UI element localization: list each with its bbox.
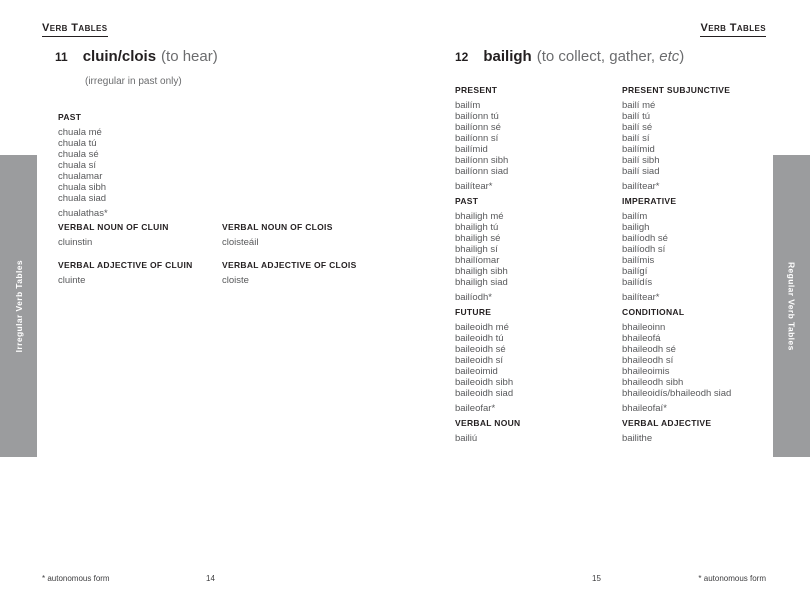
verb-form: baileoidh sibh <box>455 377 514 388</box>
verb-form: bhailigh tú <box>455 222 499 233</box>
verb-form: bailímid <box>455 144 488 155</box>
verb-form: chuala sí <box>58 160 97 171</box>
verb-form: chuala sibh <box>58 182 107 193</box>
verb-form: bhaileodh sibh <box>622 377 684 388</box>
verb-form: bailímis <box>622 255 655 266</box>
section-title: VERBAL NOUN OF CLOIS <box>222 222 333 232</box>
section-past <box>455 196 620 303</box>
verb-gloss-suffix: ) <box>679 48 685 65</box>
verb-form: bailídís <box>622 277 653 288</box>
section-title: VERBAL NOUN OF CLUIN <box>58 222 169 232</box>
verb-form: cluinte <box>58 275 86 286</box>
autonomous-form: bailítear* <box>455 181 493 192</box>
verb-form-list <box>622 100 787 177</box>
verb-heading-right <box>455 48 684 66</box>
verb-form: bailíonn siad <box>455 166 509 177</box>
verb-name: cluin/clois <box>82 48 157 65</box>
verb-form: bailíodh sí <box>622 244 666 255</box>
section-past-left <box>58 112 223 219</box>
section-title: FUTURE <box>455 307 492 317</box>
autonomous-form: bailíodh* <box>455 292 492 303</box>
section-title: PAST <box>58 112 82 122</box>
verb-form: chuala siad <box>58 193 107 204</box>
autonomous-form: chualathas* <box>58 208 108 219</box>
verb-form: bhaileoidís/bhaileodh siad <box>622 388 732 399</box>
verb-form: bhailigh sibh <box>455 266 508 277</box>
verb-form: chualamar <box>58 171 103 182</box>
verb-form-list <box>622 322 787 399</box>
section-title: PRESENT <box>455 85 498 95</box>
verb-gloss <box>537 48 685 65</box>
page-number-left: 14 <box>206 574 215 583</box>
verb-number: 12 <box>455 50 469 64</box>
verb-form: bailí siad <box>622 166 660 177</box>
verb-form: bailíonn sé <box>455 122 501 133</box>
verb-form: bhailigh siad <box>455 277 508 288</box>
section-present-subjunctive <box>622 85 787 192</box>
section-title: IMPERATIVE <box>622 196 677 206</box>
verb-form: bhailigh sí <box>455 244 498 255</box>
irregularity-note: (irregular in past only) <box>85 76 182 87</box>
autonomous-footnote-right: * autonomous form <box>698 574 766 583</box>
verb-form: bailí mé <box>622 100 656 111</box>
section-present <box>455 85 620 192</box>
verb-heading-left <box>55 48 218 66</box>
verb-form: bailiú <box>455 433 478 444</box>
section-verbal-noun-clois <box>222 222 387 248</box>
verb-form: bailí sí <box>622 133 650 144</box>
verb-form: bailím <box>622 211 648 222</box>
verb-form-list <box>455 100 620 177</box>
verb-gloss-etc: etc <box>659 48 680 65</box>
section-title: VERBAL ADJECTIVE <box>622 418 712 428</box>
verb-form: bhaileodh sí <box>622 355 674 366</box>
verb-form: cloisteáil <box>222 237 259 248</box>
running-head-right: Verb Tables <box>700 22 766 37</box>
section-future <box>455 307 620 414</box>
section-title: VERBAL ADJECTIVE OF CLUIN <box>58 260 193 270</box>
verb-form: bailí sé <box>622 122 653 133</box>
verb-form: bhaileodh sé <box>622 344 676 355</box>
verb-form: bhailigh mé <box>455 211 504 222</box>
section-imperative <box>622 196 787 303</box>
verb-form: chuala sé <box>58 149 99 160</box>
side-tab-left-label: Irregular Verb Tables <box>13 259 24 353</box>
verb-form-list <box>455 322 620 399</box>
verb-form-list <box>622 211 787 288</box>
section-verbal-adjective <box>622 418 787 444</box>
side-tab-irregular-verb-tables <box>0 155 37 457</box>
verb-form: bailím <box>455 100 481 111</box>
autonomous-form: bailítear* <box>622 181 660 192</box>
section-verbal-adjective-cluin <box>58 260 223 286</box>
verb-form: bailí sibh <box>622 155 660 166</box>
verb-form: baileoidh sí <box>455 355 504 366</box>
autonomous-form: bhaileofaí* <box>622 403 667 414</box>
verb-form: baileoidh sé <box>455 344 506 355</box>
side-tab-right-label: Regular Verb Tables <box>786 261 797 351</box>
verb-form-list <box>58 127 223 204</box>
section-verbal-noun <box>455 418 620 444</box>
verb-form: bailí tú <box>622 111 650 122</box>
verb-gloss: (to hear) <box>161 48 218 65</box>
section-title: CONDITIONAL <box>622 307 685 317</box>
verb-form: chuala tú <box>58 138 97 149</box>
autonomous-footnote-left: * autonomous form <box>42 574 110 583</box>
verb-form: bailíonn sí <box>455 133 499 144</box>
verb-form: bailigh <box>622 222 650 233</box>
verb-form: baileoimid <box>455 366 498 377</box>
autonomous-form: baileofar* <box>455 403 496 414</box>
verb-form: bailímid <box>622 144 655 155</box>
verb-form: bailíonn sibh <box>455 155 509 166</box>
section-title: PAST <box>455 196 479 206</box>
section-conditional <box>622 307 787 414</box>
verb-gloss-prefix: (to collect, gather, <box>536 48 660 65</box>
verb-form: bhailigh sé <box>455 233 501 244</box>
verb-form: bailithe <box>622 433 653 444</box>
autonomous-form: bailítear* <box>622 292 660 303</box>
verb-form: baileoidh tú <box>455 333 504 344</box>
section-title: PRESENT SUBJUNCTIVE <box>622 85 731 95</box>
verb-form-list <box>455 211 620 288</box>
verb-form: baileoidh mé <box>455 322 509 333</box>
verb-form: cluinstin <box>58 237 93 248</box>
verb-form: bailígí <box>622 266 648 277</box>
verb-form: bailíonn tú <box>455 111 499 122</box>
running-head-left: Verb Tables <box>42 22 108 37</box>
verb-form: bhaileofá <box>622 333 661 344</box>
verb-form: bhailíomar <box>455 255 500 266</box>
verb-form: bhaileoimis <box>622 366 670 377</box>
verb-form: cloiste <box>222 275 249 286</box>
page-number-right: 15 <box>592 574 601 583</box>
section-title: VERBAL NOUN <box>455 418 521 428</box>
verb-form: bhaileoinn <box>622 322 666 333</box>
section-verbal-adjective-clois <box>222 260 387 286</box>
verb-number: 11 <box>55 50 68 64</box>
verb-form: baileoidh siad <box>455 388 514 399</box>
section-verbal-noun-cluin <box>58 222 223 248</box>
verb-form: chuala mé <box>58 127 102 138</box>
verb-name: bailigh <box>483 48 532 65</box>
section-title: VERBAL ADJECTIVE OF CLOIS <box>222 260 357 270</box>
verb-form: bailíodh sé <box>622 233 668 244</box>
